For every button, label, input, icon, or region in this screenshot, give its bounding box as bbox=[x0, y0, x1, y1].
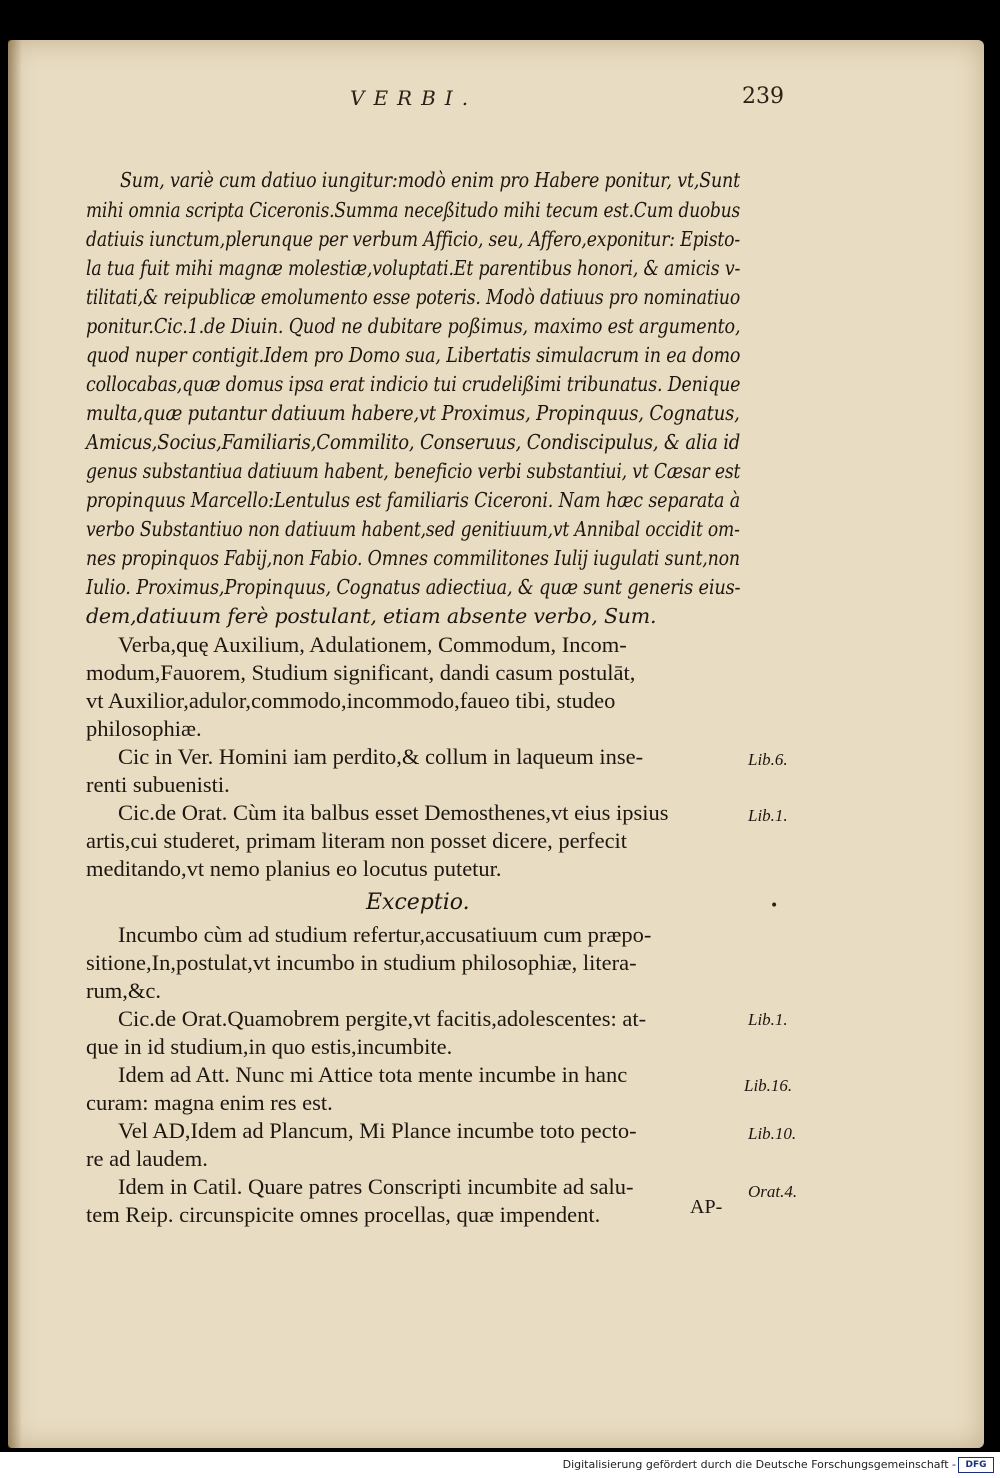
text-line: datiuis iunctum,plerunque per verbum Afficio, seu, Affero,exponitur: Episto- bbox=[86, 227, 741, 251]
text-line: genus substantiua datiuum habent, beneficio verbi substantiui, vt Cæsar est bbox=[86, 459, 741, 483]
text-line: verbo Substantiuo non datiuum habent,sed genitiuum,vt Annibal occidit om- bbox=[86, 517, 740, 541]
text-line: meditando,vt nemo planius eo locutus putetur. bbox=[86, 856, 502, 881]
margin-note: Lib.16. bbox=[744, 1076, 793, 1095]
text-line: artis,cui studeret, primam literam non posset dicere, perfecit bbox=[86, 828, 628, 853]
footer-credit: Digitalisierung gefördert durch die Deutsche Forschungsgemeinschaft - bbox=[562, 1458, 956, 1471]
margin-note: Lib.10. bbox=[748, 1124, 797, 1143]
text-line: tilitati,& reipublicæ emolumento esse poteris. Modò datiuus pro nominatiuo bbox=[86, 285, 741, 309]
text-line: philosophiæ. bbox=[86, 716, 202, 741]
text-line: Cic.de Orat.Quamobrem pergite,vt facitis,adolescentes: at- bbox=[118, 1006, 647, 1031]
text-line: la tua fuit mihi magnæ molestiæ,voluptati.Et parentibus honori, & amicis v- bbox=[86, 256, 741, 280]
page-gutter-shadow bbox=[8, 40, 22, 1448]
text-line: tem Reip. circunspicite omnes procellas, quæ impendent. bbox=[86, 1202, 601, 1227]
text-line: vt Auxilior,adulor,commodo,incommodo,faueo tibi, studeo bbox=[86, 688, 616, 713]
text-line: nes propinquos Fabij,non Fabio. Omnes commilitones Iulij iugulati sunt,non bbox=[86, 546, 740, 570]
text-line: quod nuper contigit.Idem pro Domo sua, Libertatis simulacrum in ea domo bbox=[86, 343, 741, 367]
text-line: Vel AD,Idem ad Plancum, Mi Plance incumbe toto pecto- bbox=[118, 1118, 637, 1143]
text-line: Amicus,Socius,Familiaris,Commilito, Conseruus, Condiscipulus, & alia id bbox=[86, 430, 741, 454]
margin-note: Lib.1. bbox=[748, 1010, 788, 1029]
text-line: modum,Fauorem, Studium significant, dandi casum postulāt, bbox=[86, 660, 636, 685]
text-line: collocabas,quæ domus ipsa erat indicio tui crudelißimi tribunatus. Denique bbox=[86, 372, 741, 396]
text-line: mihi omnia scripta Ciceronis.Summa neceßitudo mihi tecum est.Cum duobus bbox=[86, 198, 741, 222]
text-line: sitione,In,postulat,vt incumbo in studium philosophiæ, litera- bbox=[86, 950, 637, 975]
margin-note: Lib.6. bbox=[748, 750, 788, 769]
text-line: Sum, variè cum datiuo iungitur:modò enim pro Habere ponitur, vt,Sunt bbox=[120, 168, 740, 192]
footer-bar bbox=[0, 1452, 1000, 1478]
text-line: re ad laudem. bbox=[86, 1146, 208, 1171]
text-line: multa,quæ putantur datiuum habere,vt Proximus, Propinquus, Cognatus, bbox=[86, 401, 740, 425]
text-line: propinquus Marcello:Lentulus est familiaris Ciceroni. Nam hæc separata à bbox=[86, 488, 741, 512]
catchword: AP- bbox=[690, 1196, 723, 1218]
text-line: Iulio. Proximus,Propinquus, Cognatus adiectiua, & quæ sunt generis eius- bbox=[86, 575, 741, 599]
text-line: Cic in Ver. Homini iam perdito,& collum in laqueum inse- bbox=[118, 744, 644, 769]
text-line: renti subuenisti. bbox=[86, 772, 230, 797]
text-line: rum,&c. bbox=[86, 978, 161, 1003]
text-line: Idem in Catil. Quare patres Conscripti incumbite ad salu- bbox=[118, 1174, 634, 1199]
running-head: VERBI. bbox=[350, 86, 478, 110]
section-heading: Exceptio. bbox=[366, 890, 470, 915]
text-line: que in id studium,in quo estis,incumbite. bbox=[86, 1034, 453, 1059]
text-line: curam: magna enim res est. bbox=[86, 1090, 333, 1115]
margin-dot-icon: • bbox=[770, 898, 779, 914]
text-line: ponitur.Cic.1.de Diuin. Quod ne dubitare poßimus, maximo est argumento, bbox=[86, 314, 741, 338]
text-line: Incumbo cùm ad studium refertur,accusatiuum cum præpo- bbox=[118, 922, 652, 947]
dfg-logo-icon: DFG bbox=[958, 1457, 994, 1473]
text-line: Verba,quę Auxilium, Adulationem, Commodum, Incom- bbox=[118, 632, 627, 657]
text-line: Idem ad Att. Nunc mi Attice tota mente incumbe in hanc bbox=[118, 1062, 628, 1087]
margin-note: Lib.1. bbox=[748, 806, 788, 825]
text-line: Cic.de Orat. Cùm ita balbus esset Demosthenes,vt eius ipsius bbox=[118, 800, 669, 825]
text-line: dem,datiuum ferè postulant, etiam absente verbo, Sum. bbox=[86, 604, 657, 628]
margin-note: Orat.4. bbox=[748, 1182, 798, 1201]
page-number: 239 bbox=[742, 84, 784, 109]
